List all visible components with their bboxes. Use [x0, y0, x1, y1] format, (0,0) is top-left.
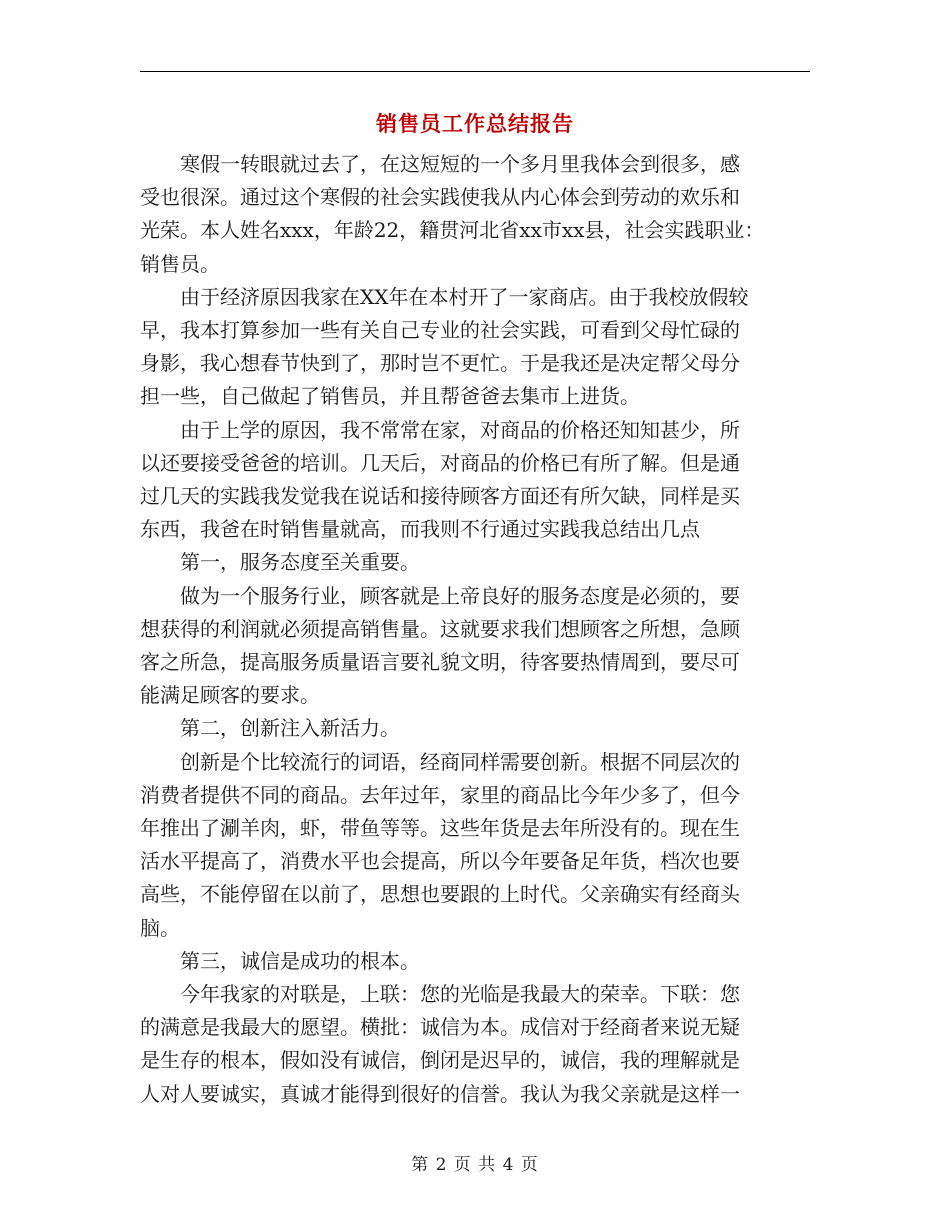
text-line: 客之所急，提高服务质量语言要礼貌文明，待客要热情周到，要尽可: [140, 650, 740, 675]
text-line: 寒假一转眼就过去了，在这短短的一个多月里我体会到很多，感: [180, 152, 740, 176]
paragraph: [140, 580, 810, 713]
text-line: 消费者提供不同的商品。去年过年，家里的商品比今年少多了，但今: [140, 782, 740, 807]
header-rule: [140, 71, 810, 72]
paragraph: [140, 546, 810, 579]
text-line: 脑。: [140, 915, 180, 940]
text-line: 是生存的根本，假如没有诚信，倒闭是迟早的，诚信，我的理解就是: [140, 1048, 740, 1073]
text-line: 的满意是我最大的愿望。横批：诚信为本。成信对于经商者来说无疑: [140, 1015, 740, 1040]
text-line: 活水平提高了，消费水平也会提高，所以今年要备足年货，档次也要: [140, 849, 740, 874]
text-line: 东西，我爸在时销售量就高，而我则不行通过实践我总结出几点: [140, 517, 700, 542]
text-line: 以还要接受爸爸的培训。几天后，对商品的价格已有所了解。但是通: [140, 450, 740, 475]
text-line: 受也很深。通过这个寒假的社会实践使我从内心体会到劳动的欢乐和: [140, 185, 740, 210]
text-line: 第一，服务态度至关重要。: [180, 550, 420, 575]
paragraph: [140, 414, 810, 547]
text-line: 过几天的实践我发觉我在说话和接待顾客方面还有所欠缺，同样是买: [140, 484, 740, 509]
paragraph: [140, 978, 810, 1111]
text-line: 第三，诚信是成功的根本。: [180, 948, 420, 973]
page-number-footer: 第 2 页 共 4 页: [411, 1155, 539, 1175]
text-line: 担一些，自己做起了销售员，并且帮爸爸去集市上进货。: [140, 384, 640, 409]
text-line: 由于经济原因我家在XX年在本村开了一家商店。由于我校放假较: [180, 284, 749, 309]
text-line: 由于上学的原因，我不常常在家，对商品的价格还知知甚少，所: [180, 417, 740, 442]
paragraph: [140, 945, 810, 978]
document-body: [140, 148, 810, 1111]
text-line: 高些，不能停留在以前了，思想也要跟的上时代。父亲确实有经商头: [140, 882, 740, 907]
paragraph: [140, 148, 810, 281]
paragraph: [140, 281, 810, 414]
text-line: 销售员。: [140, 251, 220, 276]
text-line: 今年我家的对联是，上联：您的光临是我最大的荣幸。下联：您: [180, 982, 740, 1007]
text-line: 能满足顾客的要求。: [140, 683, 320, 708]
text-line: 第二，创新注入新活力。: [180, 716, 400, 741]
paragraph: [140, 746, 810, 945]
paragraph: [140, 712, 810, 745]
text-line: 早，我本打算参加一些有关自己专业的社会实践，可看到父母忙碌的: [140, 318, 740, 343]
text-line: 身影，我心想春节快到了，那时岂不更忙。于是我还是决定帮父母分: [140, 351, 740, 376]
text-line: 创新是个比较流行的词语，经商同样需要创新。根据不同层次的: [180, 749, 740, 774]
text-line: 年推出了涮羊肉，虾，带鱼等等。这些年货是去年所没有的。现在生: [140, 816, 740, 841]
text-line: 光荣。本人姓名xxx，年龄22，籍贯河北省xx市xx县，社会实践职业：: [140, 218, 765, 243]
document-title: 销售员工作总结报告: [376, 111, 574, 136]
text-line: 人对人要诚实，真诚才能得到很好的信誉。我认为我父亲就是这样一: [140, 1081, 740, 1106]
text-line: 想获得的利润就必须提高销售量。这就要求我们想顾客之所想，急顾: [140, 616, 740, 641]
text-line: 做为一个服务行业，顾客就是上帝良好的服务态度是必须的，要: [180, 583, 740, 608]
